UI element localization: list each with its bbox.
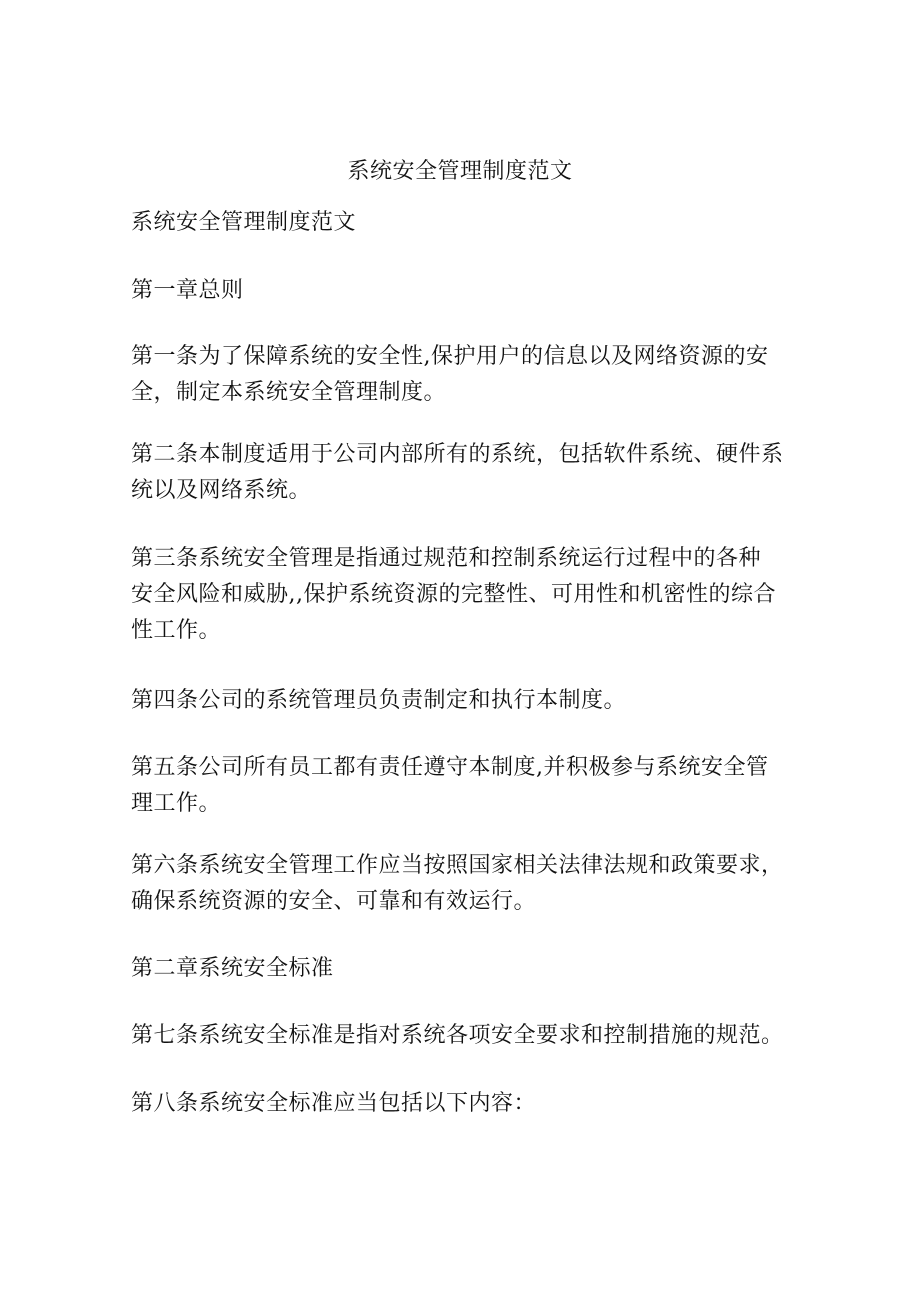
paragraph-line: 第一章总则 xyxy=(131,278,244,303)
article-8 xyxy=(131,1086,811,1122)
article-7 xyxy=(131,1018,811,1054)
article-6 xyxy=(131,848,811,920)
chapter-heading-1 xyxy=(131,273,811,309)
paragraph-line: 第四条公司的系统管理员负责制定和执行本制度。 xyxy=(131,688,627,713)
paragraph-line: 第二章系统安全标准 xyxy=(131,956,334,981)
article-2 xyxy=(131,437,811,509)
paragraph-line: 第五条公司所有员工都有责任遵守本制度,并积极参与系统安全管 xyxy=(131,755,769,780)
paragraph-line: 第八条系统安全标准应当包括以下内容： xyxy=(131,1091,537,1116)
article-4 xyxy=(131,683,811,719)
paragraph-line: 第三条系统安全管理是指通过规范和控制系统运行过程中的各种 xyxy=(131,546,762,571)
paragraph-line: 理工作。 xyxy=(131,791,222,816)
chapter-heading-2 xyxy=(131,951,811,987)
paragraph-line: 第二条本制度适用于公司内部所有的系统，包括软件系统、硬件系 xyxy=(131,442,784,467)
paragraph-line: 全，制定本系统安全管理制度。 xyxy=(131,380,447,405)
paragraph-line: 第七条系统安全标准是指对系统各项安全要求和控制措施的规范。 xyxy=(131,1023,784,1048)
paragraph-line: 安全风险和威胁,,保护系统资源的完整性、可用性和机密性的综合 xyxy=(131,582,776,607)
paragraph-line: 系统安全管理制度范文 xyxy=(131,210,357,235)
article-1 xyxy=(131,339,811,411)
paragraph-line: 性工作。 xyxy=(131,618,222,643)
paragraph-line: 第六条系统安全管理工作应当按照国家相关法律法规和政策要求， xyxy=(131,853,784,878)
article-5 xyxy=(131,750,811,822)
paragraph-subtitle xyxy=(131,205,811,241)
paragraph-line: 统以及网络系统。 xyxy=(131,478,312,503)
article-3 xyxy=(131,541,811,649)
paragraph-line: 第一条为了保障系统的安全性,保护用户的信息以及网络资源的安 xyxy=(131,344,769,369)
document-title: 系统安全管理制度范文 xyxy=(347,159,573,184)
paragraph-line: 确保系统资源的安全、可靠和有效运行。 xyxy=(131,889,537,914)
